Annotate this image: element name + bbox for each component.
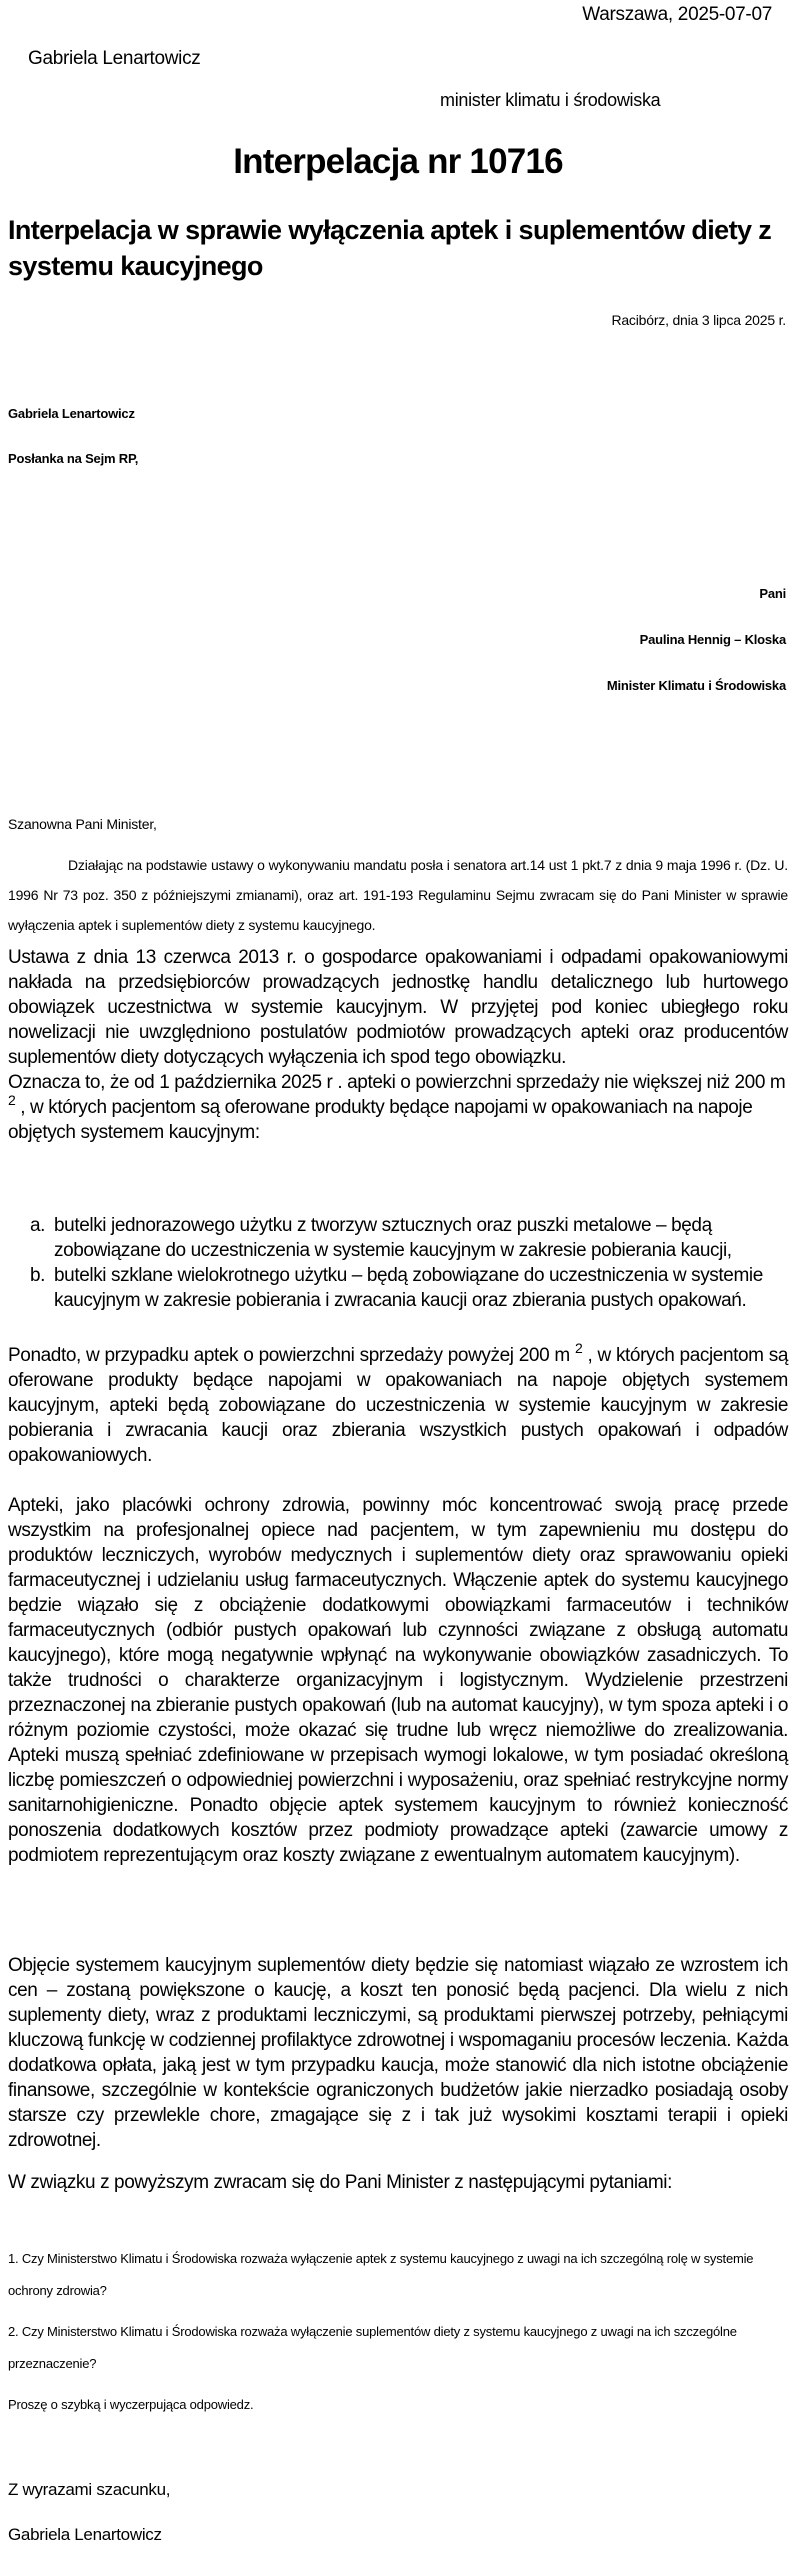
- letter-date: Racibórz, dnia 3 lipca 2025 r.: [611, 312, 786, 328]
- interpellation-subject: Interpelacja w sprawie wyłączenia aptek i suplementów diety z systemu kaucyjnego: [8, 215, 772, 281]
- body-paragraph-6: W związku z powyższym zwracam się do Pani Minister z następującymi pytaniami:: [8, 2172, 672, 2193]
- paragraph-text: , w których pacjentom są oferowane produkty będące napojami w opakowaniach na napoje objętych systemem kaucyjnym:: [8, 1097, 753, 1143]
- letter-greeting: Szanowna Pani Minister,: [8, 816, 157, 832]
- list-marker: b.: [30, 1265, 46, 1286]
- list-item: [8, 1213, 788, 1263]
- intro-paragraph: [8, 850, 788, 940]
- list-item: [8, 1263, 788, 1313]
- list-item-text: butelki szklane wielokrotnego użytku – będą zobowiązane do uczestniczenia w systemie kaucyjnym w zakresie pobierania i zwracania kaucji oraz zbierania pustych opakowań.: [54, 1265, 763, 1311]
- header-author: Gabriela Lenartowicz: [28, 48, 201, 69]
- question-2: 2. Czy Ministerstwo Klimatu i Środowiska rozważa wyłączenie suplementów diety z systemu kaucyjnego z uwagi na ich szczególne przeznaczenie?: [8, 2324, 737, 2371]
- sign-off: Z wyrazami szacunku,: [8, 2480, 171, 2499]
- body-paragraph-3: [8, 1340, 788, 1468]
- sender-name: Gabriela Lenartowicz: [8, 406, 135, 421]
- superscript: 2: [8, 1092, 16, 1108]
- closing-request: Proszę o szybką i wyczerpująca odpowiedz.: [8, 2397, 254, 2412]
- signature: Gabriela Lenartowicz: [8, 2525, 162, 2544]
- paragraph-text: Ponadto, w przypadku aptek o powierzchni sprzedaży powyżej 200 m: [8, 1345, 575, 1366]
- list-item-text: butelki jednorazowego użytku z tworzyw sztucznych oraz puszki metalowe – będą zobowiązane do uczestniczenia w systemie kaucyjnym w zakresie pobierania kaucji,: [54, 1215, 732, 1261]
- body-paragraph-4: Apteki, jako placówki ochrony zdrowia, powinny móc koncentrować swoją pracę przede wszystkim na profesjonalnej opiece nad pacjentem, w tym zapewnieniu mu dostępu do produktów leczniczych, wyrobów medycznych i suplementów diety oraz sprawowaniu opieki farmaceutycznej i udzielaniu usług farmaceutycznych. Włączenie aptek do systemu kaucyjnego będzie wiązało się z obciążenie dodatkowymi obowiązkami farmaceutów i techników farmaceutycznych (odbiór pustych opakowań lub czynności związane z obsługą automatu kaucyjnego), które mogą negatywnie wpłynąć na wykonywanie obowiązków zasadniczych. To także trudności o charakterze organizacyjnym i logistycznym. Wydzielenie przestrzeni przeznaczonej na zbieranie pustych opakowań (lub na automat kaucyjny), w tym spoza apteki i o różnym poziomie czystości, może okazać się trudne lub wręcz niemożliwe do zrealizowania. Apteki muszą spełniać zdefiniowane w przepisach wymogi lokalowe, w tym posiadać określoną liczbę pomieszczeń o odpowiedniej powierzchni i wyposażeniu, oraz spełniać restrykcyjne normy sanitarnohigieniczne. Ponadto objęcie aptek systemem kaucyjnym to również konieczność ponoszenia dodatkowych kosztów przez podmioty prowadzące apteki (zawarcie umowy z podmiotem reprezentującym oraz koszty związane z ewentualnym automatem kaucyjnym).: [8, 1495, 788, 1866]
- sender-role: Posłanka na Sejm RP,: [8, 451, 139, 466]
- question-1: 1. Czy Ministerstwo Klimatu i Środowiska rozważa wyłączenie aptek z systemu kaucyjnego z uwagi na ich szczególną rolę w systemie ochrony zdrowia?: [8, 2251, 754, 2298]
- list-marker: a.: [30, 1215, 46, 1236]
- body-paragraph-5: Objęcie systemem kaucyjnym suplementów diety będzie się natomiast wiązało ze wzrostem ich cen – zostaną powiększone o kaucję, a koszt ten ponosić będą pacjenci. Dla wielu z nich suplementy diety, wraz z produktami leczniczymi, są produktami pierwszej potrzeby, pełniącymi kluczową funkcję w codziennej profilaktyce zdrowotnej i wspomaganiu procesów leczenia. Każda dodatkowa opłata, jaką jest w tym przypadku kaucja, może stanowić dla nich istotne obciążenie finansowe, szczególnie w kontekście ograniczonych budżetów jakie nierzadko posiadają osoby starsze czy przewlekle chore, zmagające się z i tak już wysokimi kosztami terapii i opieki zdrowotnej.: [8, 1955, 788, 2151]
- recipient-name: Paulina Hennig – Kloska: [639, 632, 786, 647]
- paragraph-text: Oznacza to, że od 1 października 2025 r . apteki o powierzchni sprzedaży nie większej niż 200 m: [8, 1072, 786, 1093]
- obligations-list: [8, 1213, 788, 1313]
- page-title: Interpelacja nr 10716: [233, 142, 563, 181]
- recipient-title: Minister Klimatu i Środowiska: [606, 678, 786, 693]
- superscript: 2: [574, 1340, 583, 1356]
- header-addressee: minister klimatu i środowiska: [440, 90, 661, 110]
- header-place-date: Warszawa, 2025-07-07: [582, 4, 772, 25]
- intro-text: Działając na podstawie ustawy o wykonywaniu mandatu posła i senatora art.14 ust 1 pkt.7 z dnia 9 maja 1996 r. (Dz. U. 1996 Nr 73 poz. 350 z późniejszymi zmianami), oraz art. 191-193 Regulaminu Sejmu zwracam się do Pani Minister w sprawie wyłączenia aptek i suplementów diety z systemu kaucyjnego.: [8, 857, 788, 933]
- paragraph-text: , w których pacjentom są oferowane produkty będące napojami w opakowaniach na napoje objętych systemem kaucyjnym, apteki będą zobowiązane do uczestniczenia w systemie kaucyjnym w zakresie pobierania i zwracania kaucji oraz zbierania wszystkich pustych opakowań i odpadów opakowaniowych.: [8, 1345, 788, 1466]
- recipient-salutation: Pani: [759, 586, 786, 601]
- body-paragraph-1: Ustawa z dnia 13 czerwca 2013 r. o gospodarce opakowaniami i odpadami opakowaniowymi nakłada na przedsiębiorców prowadzących jednostkę handlu detalicznego lub hurtowego obowiązek uczestnictwa w systemie kaucyjnym. W przyjętej pod koniec ubiegłego roku nowelizacji nie uwzględniono postulatów podmiotów prowadzących apteki oraz producentów suplementów diety dotyczących wyłączenia ich spod tego obowiązku.: [8, 947, 788, 1068]
- body-paragraph-2: [8, 1070, 788, 1145]
